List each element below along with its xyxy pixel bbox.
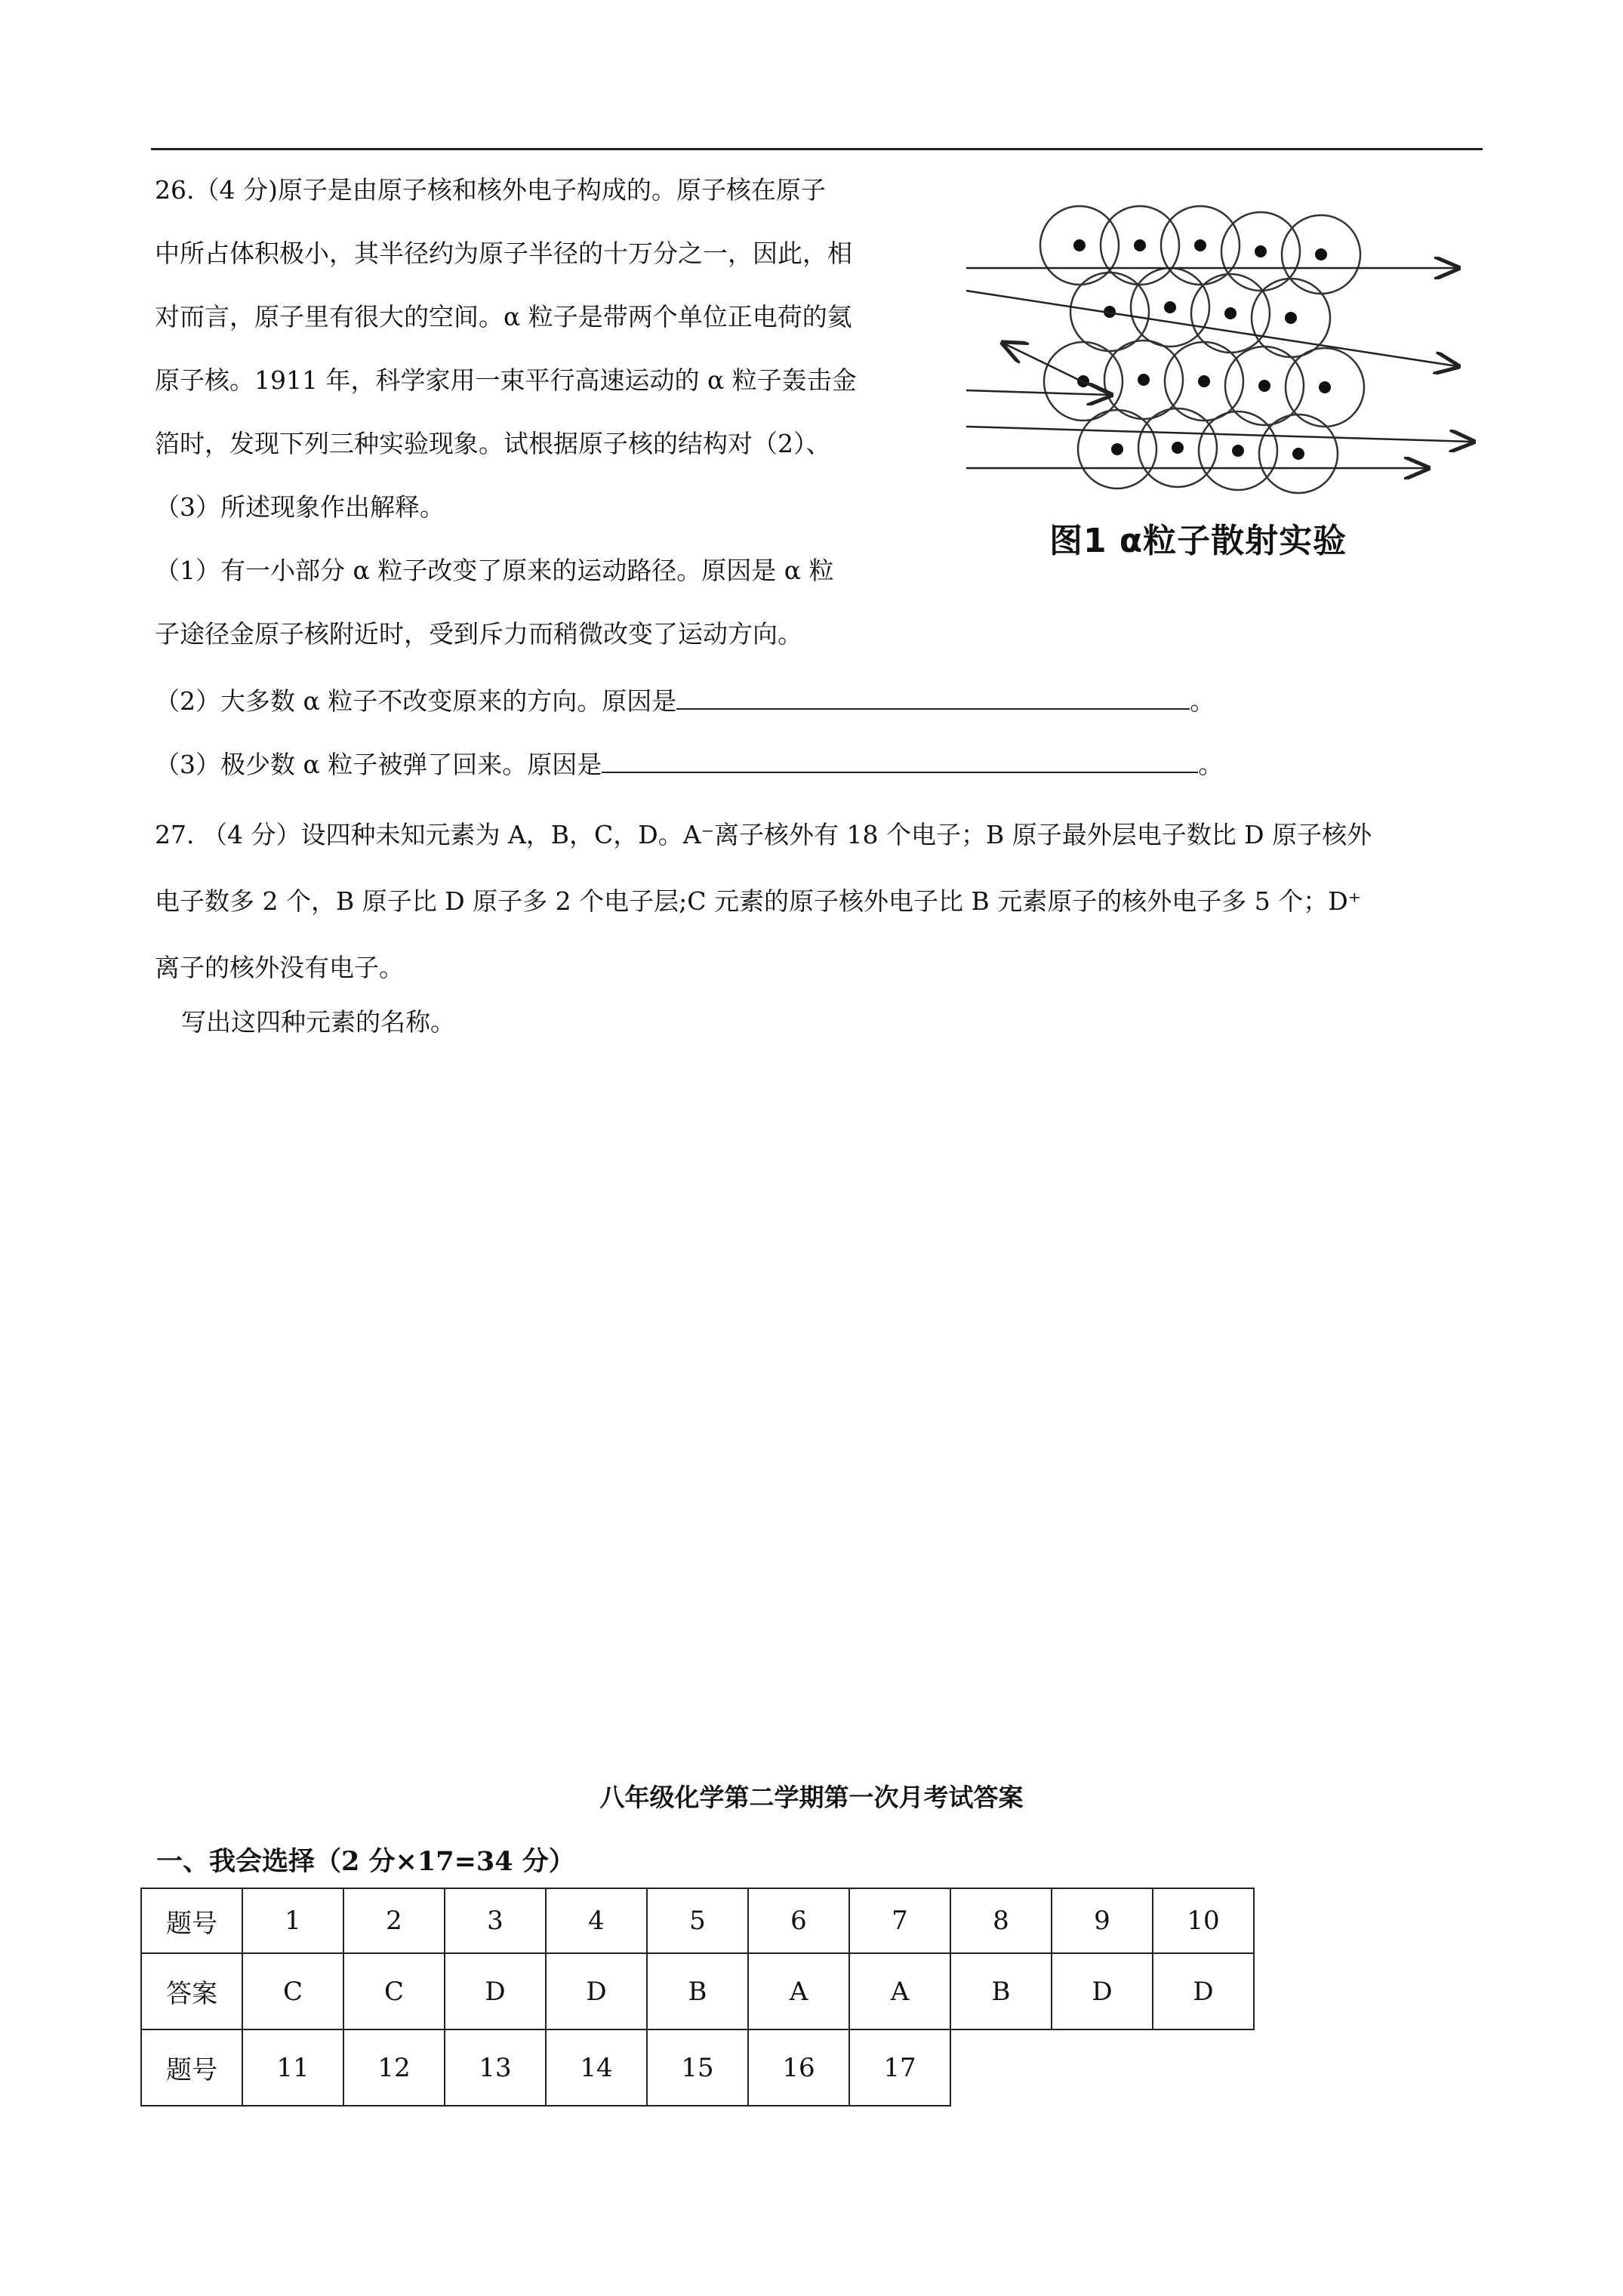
q26-line-6: （3）所述现象作出解释。: [155, 492, 445, 522]
question-number: 5: [647, 1888, 748, 1953]
answer-cell: B: [647, 1953, 748, 2029]
q26-line-7: （1）有一小部分 α 粒子改变了原来的运动路径。原因是 α 粒: [155, 556, 834, 585]
q27-line-1: 27. （4 分）设四种未知元素为 A，B，C，D。A⁻离子核外有 18 个电子；B 原子最外层电子数比 D 原子核外: [155, 820, 1372, 849]
table-row: [141, 1953, 1254, 2029]
answer-cell: A: [849, 1953, 950, 2029]
answer-blank-2[interactable]: [676, 683, 1190, 710]
figure-caption: 图1 α粒子散射实验: [1049, 522, 1347, 560]
row-label: 题号: [141, 1888, 242, 1953]
q26-line-8: 子途径金原子核附近时，受到斥力而稍微改变了运动方向。: [155, 619, 802, 649]
question-number: 9: [1052, 1888, 1153, 1953]
question-number: 11: [242, 2029, 343, 2106]
answer-blank-3[interactable]: [602, 746, 1198, 773]
q26-line-4: 原子核。1911 年，科学家用一束平行高速运动的 α 粒子轰击金: [155, 365, 857, 395]
question-number: 14: [546, 2029, 647, 2106]
answer-cell: D: [1052, 1953, 1153, 2029]
question-number: 1: [242, 1888, 343, 1953]
question-number: 10: [1153, 1888, 1254, 1953]
question-number: 12: [343, 2029, 445, 2106]
question-number: 6: [748, 1888, 849, 1953]
question-number: 7: [849, 1888, 950, 1953]
q27-line-2: 电子数多 2 个，B 原子比 D 原子多 2 个电子层;C 元素的原子核外电子比 B 元素原子的核外电子多 5 个；D⁺: [155, 886, 1362, 916]
question-number: 3: [445, 1888, 546, 1953]
row-label: 题号: [141, 2029, 242, 2106]
section-1-heading: 一、我会选择（2 分×17=34 分）: [156, 1846, 575, 1877]
table-row: [141, 2029, 1254, 2106]
question-number: 16: [748, 2029, 849, 2106]
q27-line-4: 写出这四种元素的名称。: [181, 1007, 455, 1037]
answer-table: [140, 1888, 1255, 2106]
answer-cell: D: [1153, 1953, 1254, 2029]
answer-cell: A: [748, 1953, 849, 2029]
q26-line-1: 26.（4 分)原子是由原子核和核外电子构成的。原子核在原子: [155, 175, 826, 205]
q26-sub2-text: （2）大多数 α 粒子不改变原来的方向。原因是: [155, 686, 677, 716]
top-rule: [151, 148, 1483, 150]
answer-cell: D: [445, 1953, 546, 2029]
table-row: [141, 1888, 1254, 1953]
q26-line-2: 中所占体积极小，其半径约为原子半径的十万分之一，因此，相: [155, 239, 852, 268]
q27-line-3: 离子的核外没有电子。: [155, 953, 404, 982]
q26-line-5: 箔时，发现下列三种实验现象。试根据原子核的结构对（2）、: [155, 429, 831, 458]
end-mark: 。: [1198, 750, 1224, 779]
question-number: 8: [950, 1888, 1052, 1953]
q26-sub3: [155, 746, 1223, 780]
answer-cell: C: [343, 1953, 445, 2029]
answer-cell: D: [546, 1953, 647, 2029]
empty-cell: [1052, 2029, 1153, 2106]
question-number: 15: [647, 2029, 748, 2106]
answer-cell: C: [242, 1953, 343, 2029]
empty-cell: [950, 2029, 1052, 2106]
question-number: 13: [445, 2029, 546, 2106]
empty-cell: [1153, 2029, 1254, 2106]
row-label: 答案: [141, 1953, 242, 2029]
q26-line-3: 对而言，原子里有很大的空间。α 粒子是带两个单位正电荷的氦: [155, 302, 852, 331]
answer-key-title: 八年级化学第二学期第一次月考试答案: [599, 1783, 1024, 1812]
question-number: 4: [546, 1888, 647, 1953]
question-number: 2: [343, 1888, 445, 1953]
question-number: 17: [849, 2029, 950, 2106]
end-mark: 。: [1190, 686, 1215, 716]
q26-sub3-text: （3）极少数 α 粒子被弹了回来。原因是: [155, 750, 602, 779]
answer-cell: B: [950, 1953, 1052, 2029]
q26-sub2: [155, 683, 1215, 717]
